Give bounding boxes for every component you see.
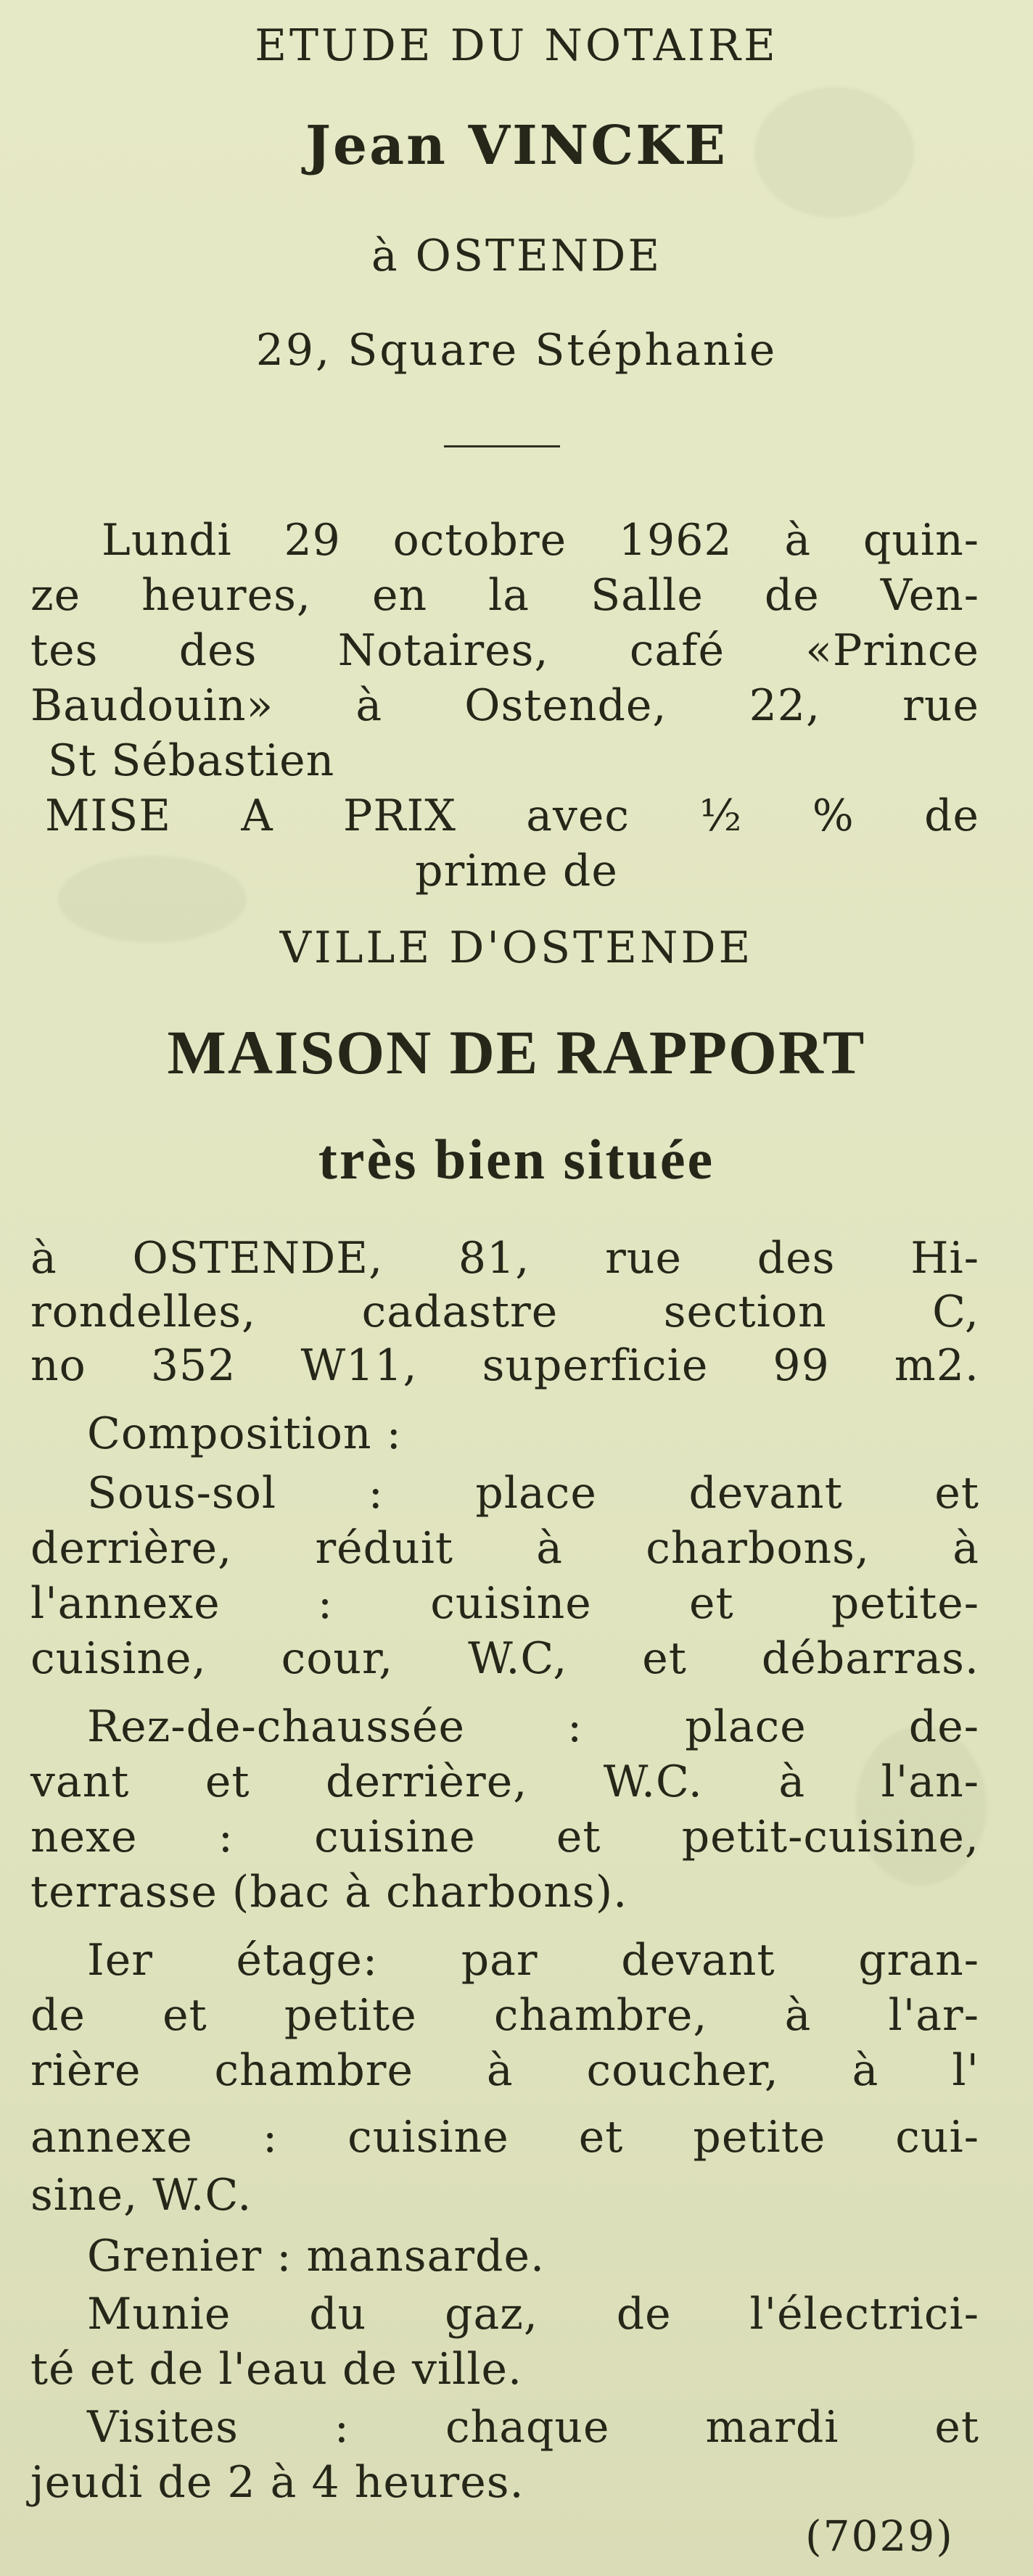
description-line: Munie du gaz, de l'électrici- bbox=[87, 2289, 979, 2340]
description-line: de et petite chambre, à l'ar- bbox=[30, 1990, 979, 2041]
property-subtitle: très bien située bbox=[318, 1128, 715, 1191]
description-line: Ier étage: par devant gran- bbox=[87, 1935, 979, 1986]
description-line: annexe : cuisine et petite cui- bbox=[30, 2112, 979, 2163]
sale-line: St Sébastien bbox=[48, 735, 335, 786]
description-line: Composition : bbox=[87, 1408, 402, 1459]
sale-line: MISE A PRIX avec ½ % de bbox=[45, 790, 979, 841]
description-line: derrière, réduit à charbons, à bbox=[30, 1523, 979, 1574]
description-line: terrasse (bac à charbons). bbox=[30, 1867, 628, 1917]
description-line: Visites : chaque mardi et bbox=[87, 2402, 979, 2453]
description-line: cuisine, cour, W.C, et débarras. bbox=[30, 1633, 979, 1684]
description-line: té et de l'eau de ville. bbox=[30, 2344, 523, 2395]
reference-number: (7029) bbox=[805, 2511, 954, 2561]
notary-city: à OSTENDE bbox=[371, 231, 662, 281]
description-line: rondelles, cadastre section C, bbox=[30, 1287, 979, 1337]
sale-line: prime de bbox=[415, 846, 618, 896]
town-heading: VILLE D'OSTENDE bbox=[279, 922, 754, 973]
description-line: vant et derrière, W.C. à l'an- bbox=[30, 1756, 979, 1807]
sale-line: Lundi 29 octobre 1962 à quin- bbox=[102, 515, 979, 566]
description-line: Rez-de-chaussée : place de- bbox=[87, 1701, 979, 1752]
divider-rule bbox=[444, 445, 560, 447]
property-title: MAISON DE RAPPORT bbox=[167, 1017, 866, 1087]
notary-name: Jean VINCKE bbox=[305, 115, 728, 177]
notary-office-heading: ETUDE DU NOTAIRE bbox=[255, 20, 778, 71]
description-line: Sous-sol : place devant et bbox=[87, 1468, 979, 1519]
sale-line: tes des Notaires, café «Prince bbox=[30, 625, 979, 676]
description-line: l'annexe : cuisine et petite- bbox=[30, 1578, 979, 1629]
description-line: nexe : cuisine et petit-cuisine, bbox=[30, 1812, 979, 1862]
sale-line: Baudouin» à Ostende, 22, rue bbox=[30, 680, 979, 731]
notary-address: 29, Square Stéphanie bbox=[255, 325, 778, 376]
description-line: rière chambre à coucher, à l' bbox=[30, 2045, 979, 2096]
description-line: à OSTENDE, 81, rue des Hi- bbox=[30, 1233, 979, 1284]
description-line: sine, W.C. bbox=[30, 2170, 252, 2221]
description-line: no 352 W11, superficie 99 m2. bbox=[30, 1340, 979, 1391]
description-line: jeudi de 2 à 4 heures. bbox=[30, 2457, 524, 2508]
description-line: Grenier : mansarde. bbox=[87, 2231, 546, 2282]
sale-line: ze heures, en la Salle de Ven- bbox=[30, 570, 979, 621]
